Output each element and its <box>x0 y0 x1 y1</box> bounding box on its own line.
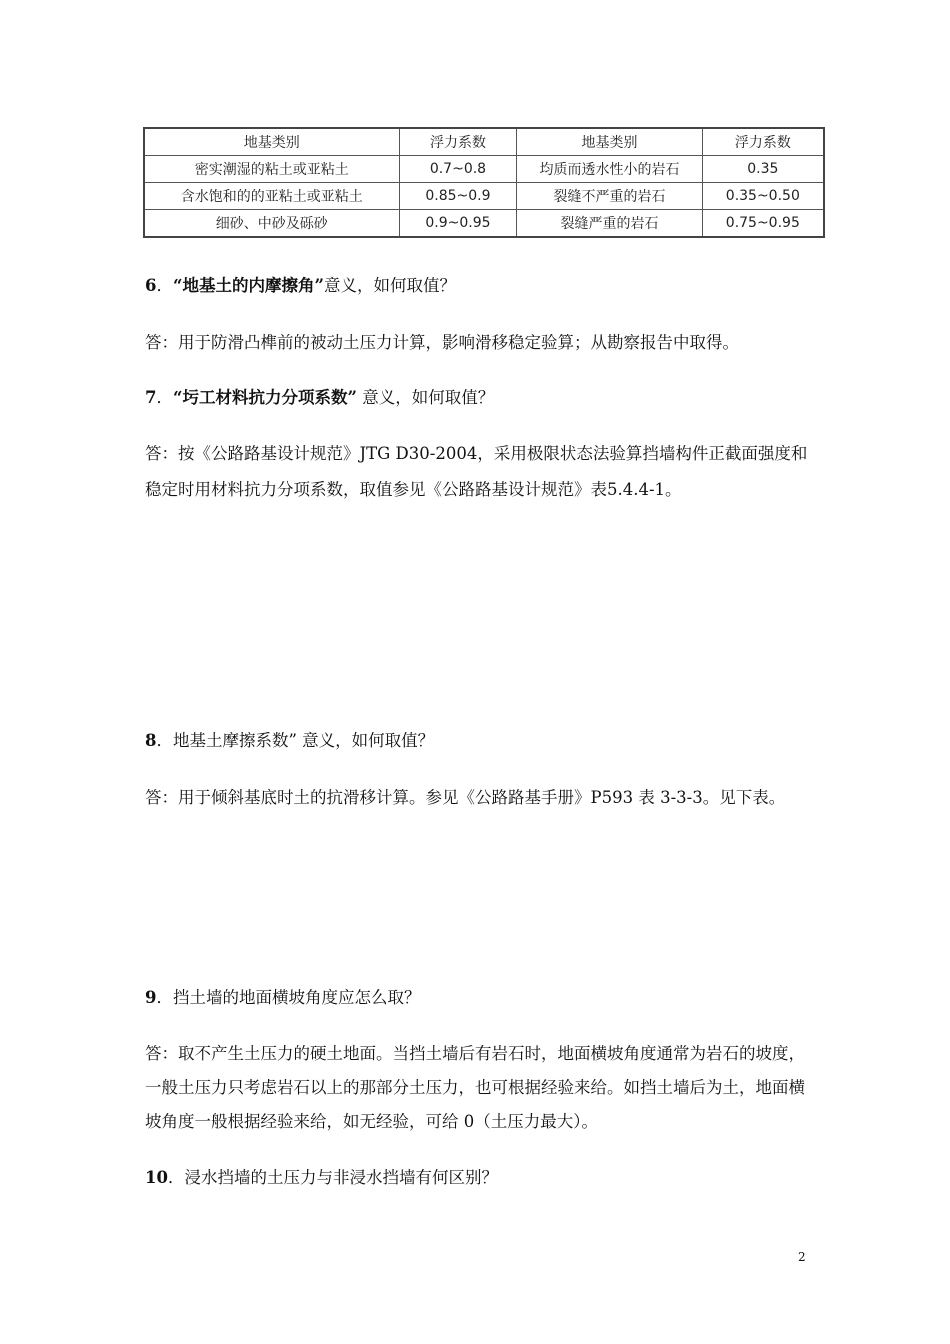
table-row <box>144 210 824 238</box>
question-title: 浸水挡墙的土压力与非浸水挡墙有何区别？ <box>184 1168 498 1187</box>
question-10: 10．浸水挡墙的土压力与非浸水挡墙有何区别？ <box>145 1168 498 1187</box>
question-number: 8 <box>145 731 157 750</box>
table-header: 地基类别 <box>517 128 702 156</box>
page-number: 2 <box>798 1250 806 1264</box>
answer-7-line-1: 答：按《公路路基设计规范》JTG D30-2004，采用极限状态法验算挡墙构件正截面强度和 <box>145 444 808 463</box>
table-cell: 裂缝不严重的岩石 <box>517 183 702 210</box>
question-title: 挡土墙的地面横坡角度应怎么取？ <box>172 988 421 1007</box>
table-header: 浮力系数 <box>399 128 517 156</box>
question-6: 6．“地基土的内摩擦角”意义，如何取值？ <box>145 276 456 295</box>
table-cell: 0.9~0.95 <box>399 210 517 238</box>
answer-7-line-2: 稳定时用材料抗力分项系数，取值参见《公路路基设计规范》表5.4.4-1。 <box>145 480 682 499</box>
table-cell: 裂缝严重的岩石 <box>517 210 702 238</box>
question-number: 6 <box>145 276 157 295</box>
table-cell: 细砂、中砂及砾砂 <box>144 210 399 238</box>
table-row <box>144 183 824 210</box>
answer-9-line-3: 坡角度一般根据经验来给，如无经验，可给 0（土压力最大）。 <box>145 1112 598 1131</box>
table-header-row <box>144 128 824 156</box>
table-header: 浮力系数 <box>702 128 824 156</box>
answer-6: 答：用于防滑凸榫前的被动土压力计算，影响滑移稳定验算；从勘察报告中取得。 <box>145 333 739 352</box>
table-cell: 0.35~0.50 <box>702 183 824 210</box>
question-title: 地基土摩擦系数” <box>172 731 297 750</box>
question-rest: 意义，如何取值？ <box>296 731 435 750</box>
table-cell: 0.7~0.8 <box>399 156 517 183</box>
table-row <box>144 156 824 183</box>
answer-8: 答：用于倾斜基底时土的抗滑移计算。参见《公路路基手册》P593 表 3-3-3。见下表。 <box>145 788 786 807</box>
question-7: 7．“圬工材料抗力分项系数” 意义，如何取值？ <box>145 388 495 407</box>
table-cell: 0.75~0.95 <box>702 210 824 238</box>
answer-9-line-1: 答：取不产生土压力的硬土地面。当挡土墙后有岩石时，地面横坡角度通常为岩石的坡度， <box>145 1044 805 1063</box>
question-number: 10 <box>145 1168 168 1187</box>
question-title: “地基土的内摩擦角” <box>172 276 324 295</box>
table-cell: 含水饱和的的亚粘土或亚粘土 <box>144 183 399 210</box>
table-cell: 均质而透水性小的岩石 <box>517 156 702 183</box>
question-number: 9 <box>145 988 157 1007</box>
table-cell: 0.35 <box>702 156 824 183</box>
question-9: 9．挡土墙的地面横坡角度应怎么取？ <box>145 988 421 1007</box>
answer-9-line-2: 一般土压力只考虑岩石以上的那部分土压力，也可根据经验来给。如挡土墙后为土，地面横 <box>145 1078 805 1097</box>
question-rest: 意义，如何取值？ <box>356 388 495 407</box>
question-title: “圬工材料抗力分项系数” <box>172 388 357 407</box>
table-cell: 0.85~0.9 <box>399 183 517 210</box>
table-cell: 密实潮湿的粘土或亚粘土 <box>144 156 399 183</box>
buoyancy-coefficient-table <box>143 127 825 238</box>
question-8: 8．地基土摩擦系数” 意义，如何取值？ <box>145 731 435 750</box>
question-rest: 意义，如何取值？ <box>323 276 456 295</box>
question-number: 7 <box>145 388 157 407</box>
table-header: 地基类别 <box>144 128 399 156</box>
